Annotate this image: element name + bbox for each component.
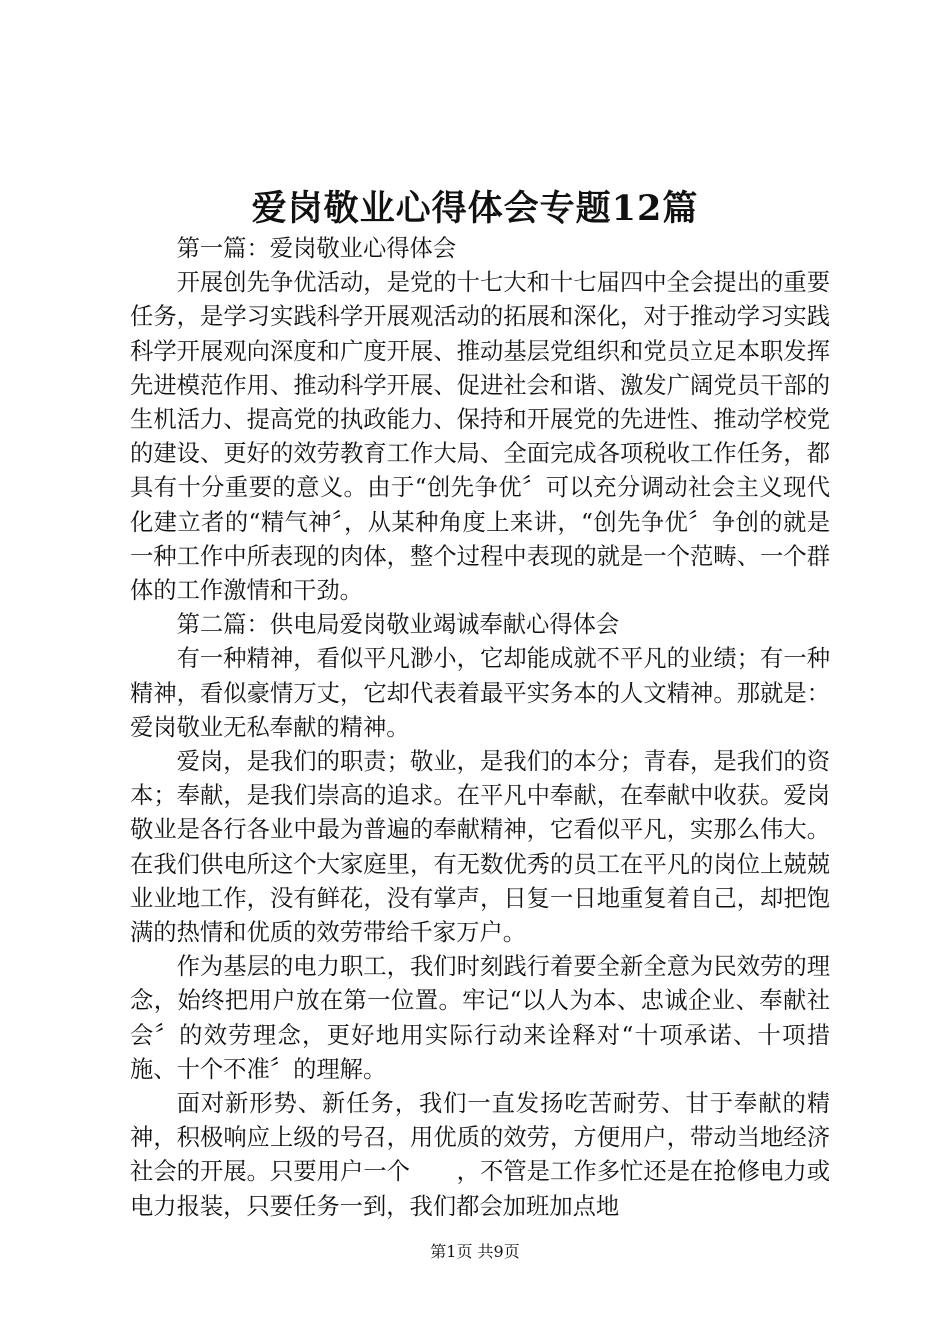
paragraph: 爱岗，是我们的职责；敬业，是我们的本分；青春，是我们的资本；奉献，是我们崇高的追求。在平凡中奉献，在奉献中收获。爱岗敬业是各行各业中最为普遍的奉献精神，它看似平凡，实那么伟大。在我们供电所这个大家庭里，有无数优秀的员工在平凡的岗位上兢兢业业地工作，没有鲜花，没有掌声，日复一日地重复着自己，却把饱满的热情和优质的效劳带给千家万户。 [130, 748, 830, 947]
paragraph: 有一种精神，看似平凡渺小，它却能成就不平凡的业绩；有一种精神，看似豪情万丈，它却代表着最平实务本的人文精神。那就是：爱岗敬业无私奉献的精神。 [130, 645, 830, 741]
paragraph: 开展创先争优活动，是党的十七大和十七届四中全会提出的重要任务，是学习实践科学开展观活动的拓展和深化，对于推动学习实践科学开展观向深度和广度开展、推动基层党组织和党员立足本职发挥先进模范作用、推动科学开展、促进社会和谐、激发广阔党员干部的生机活力、提高党的执政能力、保持和开展党的先进性、推动学校党的建设、更好的效劳教育工作大局、全面完成各项税收工作任务，都具有十分重要的意义。由于“创先争优〞可以充分调动社会主义现代化建立者的“精气神〞，从某种角度上来讲，“创先争优〞争创的就是一种工作中所表现的肉体，整个过程中表现的就是一个范畴、一个群体的工作激情和干劲。 [130, 269, 830, 605]
page-number: 第1页 共9页 [430, 1242, 520, 1261]
document-title: 爱岗敬业心得体会专题12篇 [251, 188, 699, 229]
paragraph: 作为基层的电力职工，我们时刻践行着要全新全意为民效劳的理念，始终把用户放在第一位置。牢记“以人为本、忠诚企业、奉献社会〞的效劳理念，更好地用实际行动来诠释对“十项承诺、十项措施、十个不准〞的理解。 [130, 953, 830, 1083]
paragraph: 面对新形势、新任务，我们一直发扬吃苦耐劳、甘于奉献的精神，积极响应上级的号召，用优质的效劳，方便用户，带动当地经济社会的开展。只要用户一个 ，不管是工作多忙还是在抢修电力或电力报装，只要任务一到，我们都会加班加点地 [130, 1090, 830, 1220]
document-body [130, 232, 830, 1224]
section-heading-1: 第一篇：爱岗敬业心得体会 [176, 235, 457, 262]
section-heading-2: 第二篇：供电局爱岗敬业竭诚奉献心得体会 [176, 611, 620, 639]
